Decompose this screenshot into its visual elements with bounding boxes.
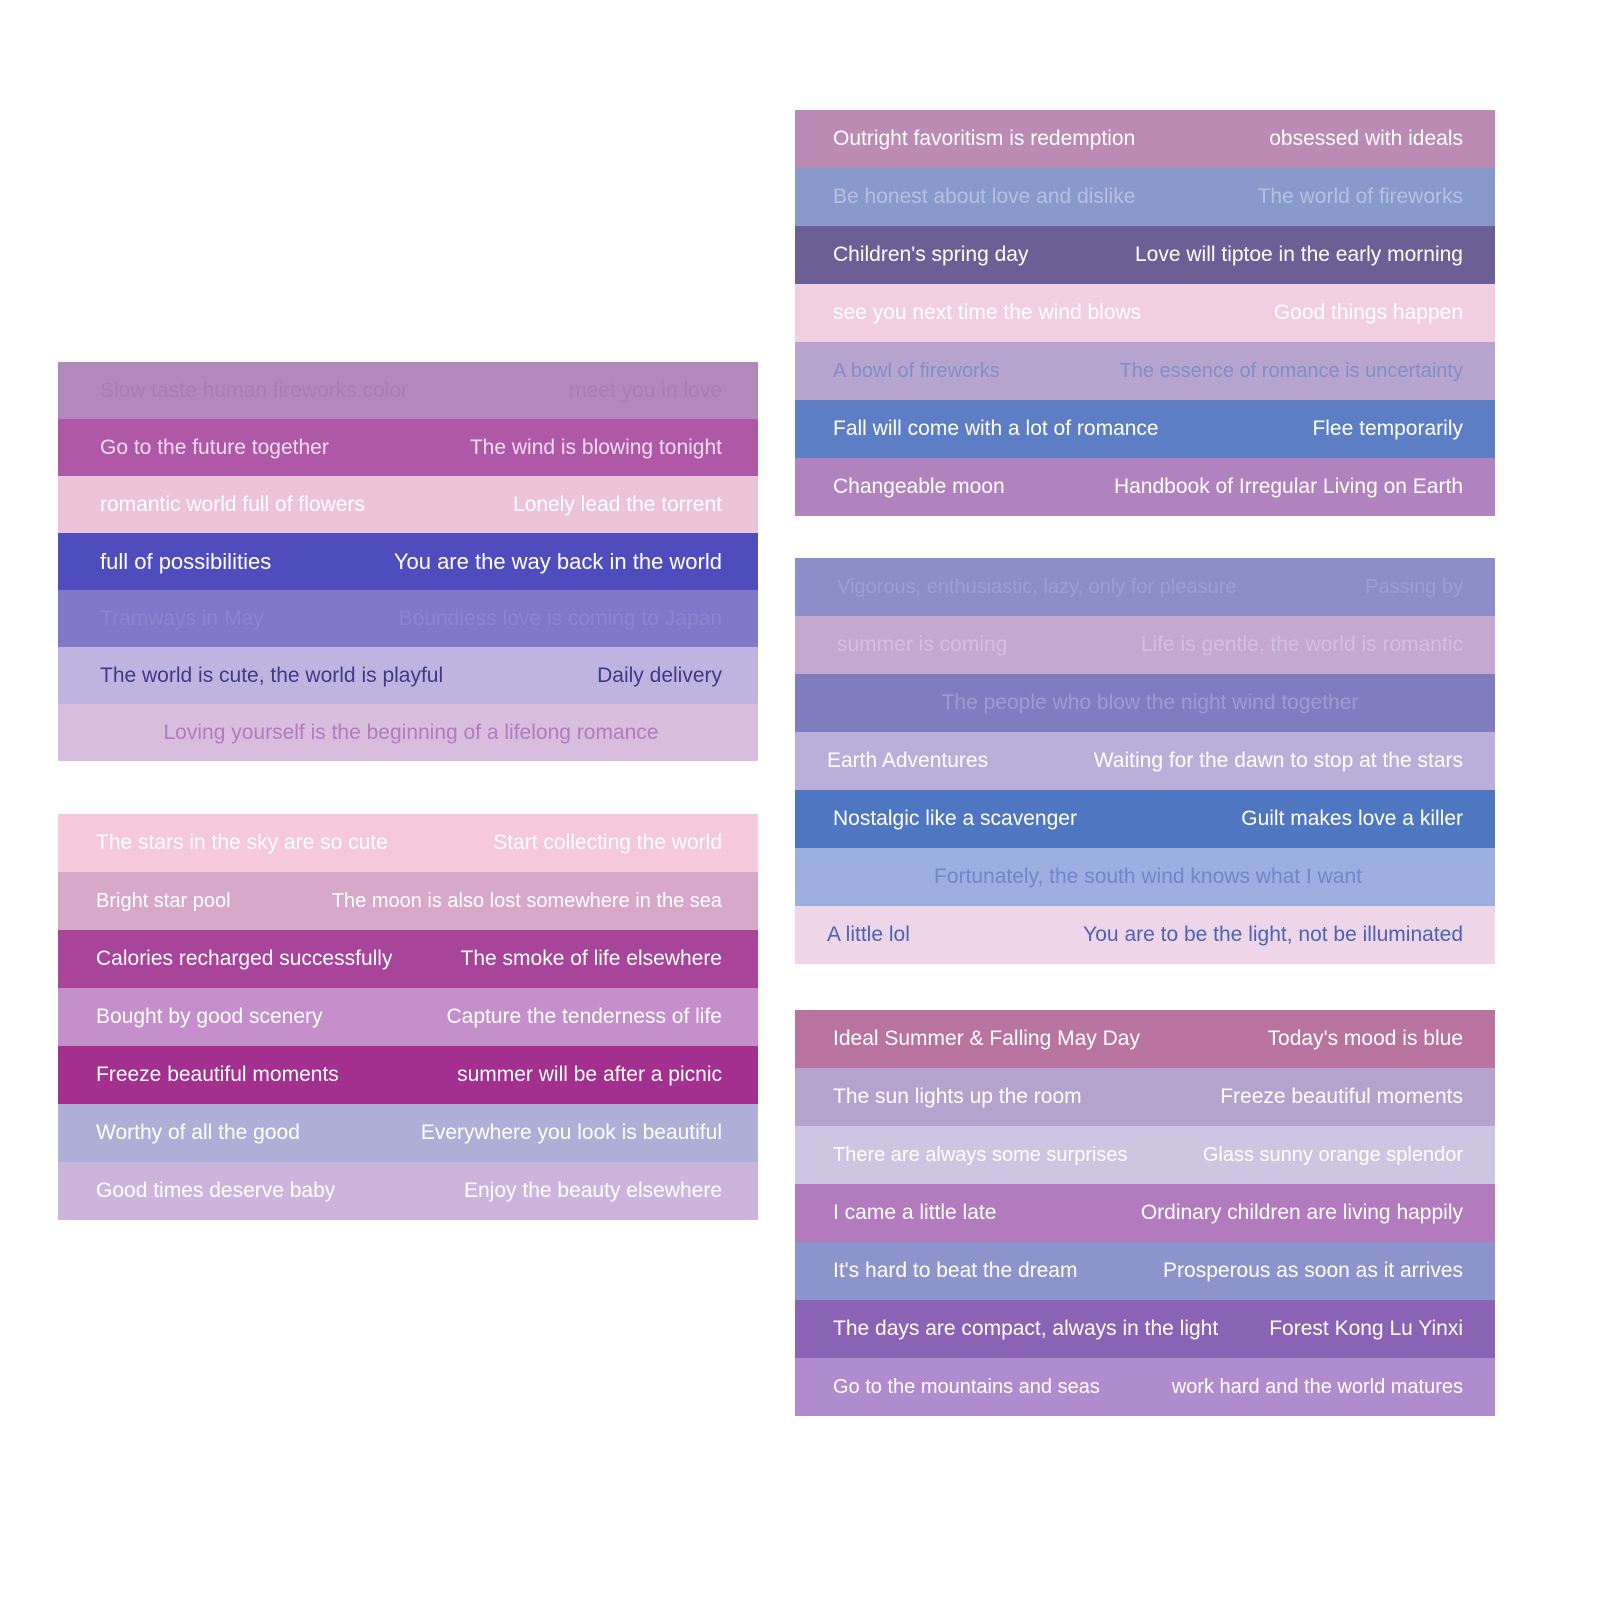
phrase-text-left: It's hard to beat the dream: [833, 1259, 1078, 1282]
phrase-text: The people who blow the night wind together: [941, 691, 1359, 714]
phrase-text-right: You are the way back in the world: [393, 548, 722, 574]
phrase-text-left: There are always some surprises: [833, 1143, 1128, 1166]
phrase-text-right: You are to be the light, not be illuminated: [1083, 923, 1463, 946]
phrase-row: [795, 110, 1495, 168]
phrase-text-right: Guilt makes love a killer: [1241, 807, 1463, 830]
phrase-text-right: Today's mood is blue: [1267, 1027, 1463, 1050]
phrase-row: [795, 1184, 1495, 1242]
phrase-text-left: see you next time the wind blows: [833, 301, 1142, 324]
phrase-text-left: Tramways in May: [100, 606, 264, 630]
phrase-text-left: Changeable moon: [833, 475, 1005, 498]
phrase-row: [795, 168, 1495, 226]
phrase-text-right: Capture the tenderness of life: [446, 1005, 722, 1028]
phrase-text-left: Fall will come with a lot of romance: [833, 417, 1159, 440]
phrase-text-right: Boundless love is coming to Japan: [398, 606, 722, 630]
phrase-row: [795, 1300, 1495, 1358]
phrase-row: [58, 704, 758, 761]
phrase-text-left: Go to the mountains and seas: [833, 1375, 1100, 1398]
phrase-text-right: Glass sunny orange splendor: [1202, 1143, 1463, 1166]
phrase-text-right: The moon is also lost somewhere in the sea: [331, 889, 722, 912]
phrase-row: [58, 1104, 758, 1162]
phrase-panel-left-top: [58, 362, 758, 761]
phrase-text-right: Daily delivery: [597, 663, 722, 687]
phrase-row: [795, 1358, 1495, 1416]
phrase-text-right: Good things happen: [1273, 301, 1463, 324]
phrase-text-right: Lonely lead the torrent: [513, 492, 722, 516]
phrase-row: [795, 1242, 1495, 1300]
phrase-row: [58, 476, 758, 533]
phrase-text-left: summer is coming: [837, 633, 1008, 656]
phrase-text-right: Flee temporarily: [1312, 417, 1463, 440]
phrase-row: [795, 284, 1495, 342]
phrase-text-left: The sun lights up the room: [833, 1085, 1082, 1108]
phrase-row: [58, 1162, 758, 1220]
phrase-text-left: Good times deserve baby: [96, 1179, 336, 1202]
phrase-text-left: Vigorous, enthusiastic, lazy, only for pleasure: [837, 575, 1237, 598]
phrase-row: [795, 1126, 1495, 1184]
phrase-text-left: A little lol: [827, 923, 910, 946]
phrase-row: [795, 226, 1495, 284]
phrase-row: [58, 1046, 758, 1104]
phrase-text-left: Bought by good scenery: [96, 1005, 323, 1028]
phrase-text-right: Ordinary children are living happily: [1140, 1201, 1463, 1224]
phrase-row: [795, 400, 1495, 458]
phrase-text-left: Nostalgic like a scavenger: [833, 807, 1077, 830]
phrase-text-right: work hard and the world matures: [1171, 1375, 1463, 1398]
phrase-text-right: The wind is blowing tonight: [469, 435, 722, 459]
phrase-text-right: Prosperous as soon as it arrives: [1163, 1259, 1463, 1282]
phrase-row: [795, 458, 1495, 516]
phrase-text-left: The world is cute, the world is playful: [100, 663, 444, 687]
phrase-text-right: meet you in love: [569, 378, 722, 402]
phrase-text-right: Waiting for the dawn to stop at the stars: [1093, 749, 1463, 772]
phrase-text-left: The stars in the sky are so cute: [96, 831, 388, 854]
phrase-text-left: full of possibilities: [100, 548, 272, 574]
phrase-text-left: Freeze beautiful moments: [96, 1063, 339, 1086]
phrase-row: [795, 616, 1495, 674]
phrase-row: [795, 1010, 1495, 1068]
phrase-text-right: Love will tiptoe in the early morning: [1134, 243, 1463, 266]
phrase-text-right: obsessed with ideals: [1269, 127, 1463, 150]
phrase-panel-right-bottom: [795, 1010, 1495, 1416]
phrase-row: [58, 419, 758, 476]
phrase-row: [58, 590, 758, 647]
phrase-row: [58, 647, 758, 704]
phrase-row: [58, 872, 758, 930]
phrase-text-right: Forest Kong Lu Yinxi: [1269, 1317, 1463, 1340]
phrase-panel-left-bottom: [58, 814, 758, 1220]
phrase-text-right: Everywhere you look is beautiful: [420, 1121, 722, 1144]
phrase-row: [795, 342, 1495, 400]
phrase-row: [795, 674, 1495, 732]
phrase-text-left: The days are compact, always in the light: [833, 1317, 1219, 1340]
phrase-row: [795, 732, 1495, 790]
phrase-panel-right-top: [795, 110, 1495, 516]
phrase-text-right: The smoke of life elsewhere: [460, 947, 722, 970]
phrase-row: [58, 814, 758, 872]
phrase-row: [58, 362, 758, 419]
phrase-row: [795, 558, 1495, 616]
phrase-row: [795, 790, 1495, 848]
phrase-text-left: Ideal Summer & Falling May Day: [833, 1027, 1140, 1050]
phrase-row: [795, 906, 1495, 964]
phrase-row: [58, 533, 758, 590]
phrase-text-right: Life is gentle, the world is romantic: [1140, 633, 1463, 656]
phrase-text-right: summer will be after a picnic: [457, 1063, 722, 1086]
phrase-text-right: The essence of romance is uncertainty: [1119, 359, 1463, 382]
phrase-panel-right-mid: [795, 558, 1495, 964]
phrase-text: Loving yourself is the beginning of a lifelong romance: [163, 720, 659, 744]
phrase-text-left: Go to the future together: [100, 435, 329, 459]
phrase-text-right: The world of fireworks: [1257, 185, 1463, 208]
phrase-text-left: Calories recharged successfully: [96, 947, 393, 970]
phrase-text-right: Handbook of Irregular Living on Earth: [1113, 475, 1463, 498]
phrase-text-left: Slow taste human fireworks color: [100, 378, 409, 402]
phrase-text-left: Children's spring day: [833, 243, 1029, 266]
phrase-text-left: Earth Adventures: [827, 749, 989, 772]
phrase-text-right: Freeze beautiful moments: [1220, 1085, 1463, 1108]
phrase-text-left: A bowl of fireworks: [833, 359, 1000, 382]
phrase-text-right: Enjoy the beauty elsewhere: [464, 1179, 722, 1202]
phrase-row: [58, 988, 758, 1046]
phrase-text-left: romantic world full of flowers: [100, 492, 365, 516]
phrase-row: [795, 1068, 1495, 1126]
phrase-text-right: Passing by: [1365, 575, 1463, 598]
phrase-text-left: Worthy of all the good: [96, 1121, 300, 1144]
phrase-text-right: Start collecting the world: [493, 831, 722, 854]
phrase-text-left: Bright star pool: [96, 889, 231, 912]
phrase-text-left: Outright favoritism is redemption: [833, 127, 1136, 150]
phrase-text-left: I came a little late: [833, 1201, 997, 1224]
phrase-text: Fortunately, the south wind knows what I want: [934, 865, 1362, 888]
phrase-row: [795, 848, 1495, 906]
phrase-text-left: Be honest about love and dislike: [833, 185, 1136, 208]
phrase-row: [58, 930, 758, 988]
